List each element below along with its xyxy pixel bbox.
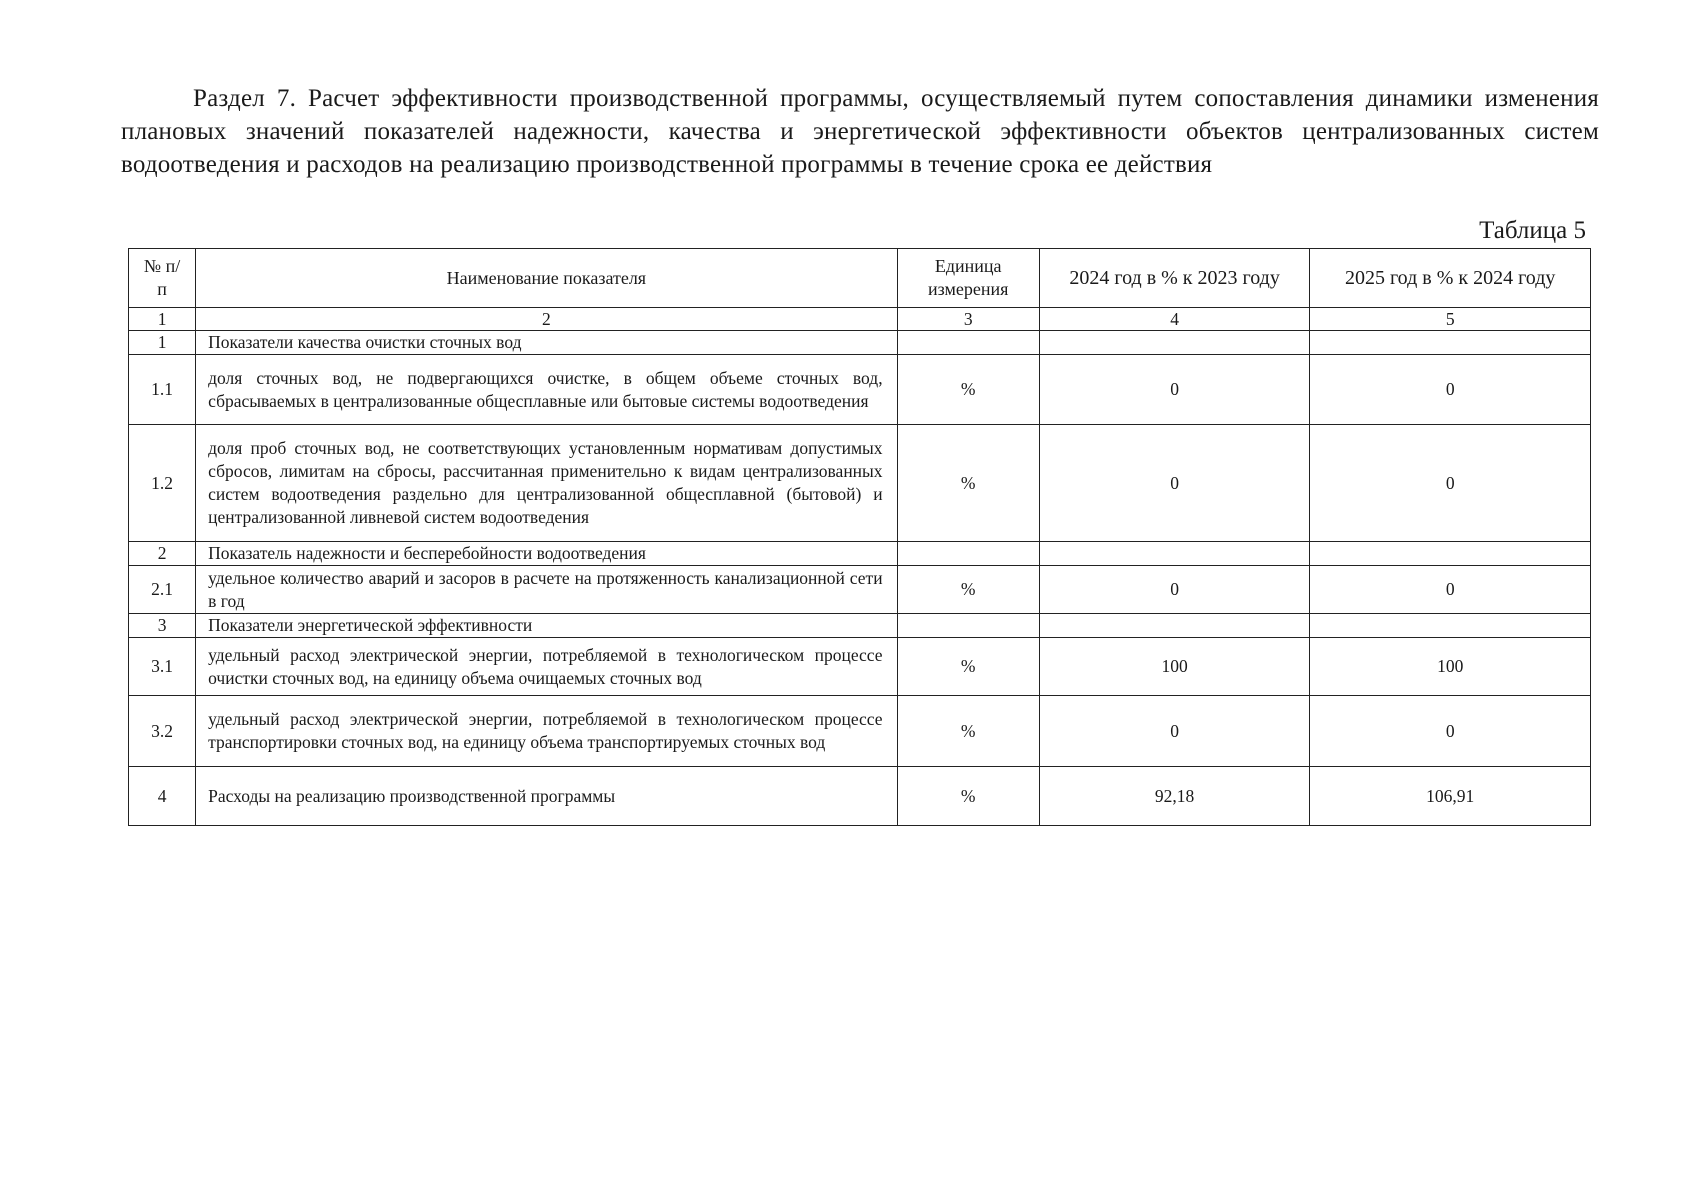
header-name: Наименование показателя bbox=[196, 249, 897, 308]
row-unit: % bbox=[897, 566, 1039, 614]
row-2025 bbox=[1310, 542, 1591, 566]
column-index: 2 bbox=[196, 308, 897, 331]
row-2024 bbox=[1039, 331, 1310, 355]
header-unit: Единица измерения bbox=[897, 249, 1039, 308]
column-index: 1 bbox=[129, 308, 196, 331]
row-unit: % bbox=[897, 767, 1039, 826]
row-name: доля сточных вод, не подвергающихся очистке, в общем объеме сточных вод, сбрасываемых в централизованные общесплавные или бытовые системы водоотведения bbox=[196, 355, 897, 425]
row-2024: 92,18 bbox=[1039, 767, 1310, 826]
row-unit: % bbox=[897, 638, 1039, 696]
column-index: 3 bbox=[897, 308, 1039, 331]
table-caption: Таблица 5 bbox=[1479, 217, 1586, 244]
row-2025: 0 bbox=[1310, 355, 1591, 425]
row-2024: 0 bbox=[1039, 425, 1310, 542]
row-unit: % bbox=[897, 425, 1039, 542]
row-2024: 100 bbox=[1039, 638, 1310, 696]
row-2025: 0 bbox=[1310, 696, 1591, 767]
row-2024: 0 bbox=[1039, 696, 1310, 767]
table-row bbox=[129, 425, 1591, 542]
row-num: 3.1 bbox=[129, 638, 196, 696]
row-num: 2.1 bbox=[129, 566, 196, 614]
row-2024: 0 bbox=[1039, 566, 1310, 614]
row-name: Показатель надежности и бесперебойности водоотведения bbox=[196, 542, 897, 566]
row-name: Показатели энергетической эффективности bbox=[196, 614, 897, 638]
section-heading: Раздел 7. Расчет эффективности производственной программы, осуществляемый путем сопоставления динамики изменения плановых значений показателей надежности, качества и энергетической эффективности объектов централизованных систем водоотведения и расходов на реализацию производственной программы в течение срока ее действия bbox=[121, 85, 1599, 178]
row-num: 2 bbox=[129, 542, 196, 566]
table-row bbox=[129, 566, 1591, 614]
row-2024 bbox=[1039, 542, 1310, 566]
row-unit bbox=[897, 542, 1039, 566]
table-row bbox=[129, 542, 1591, 566]
row-num: 1 bbox=[129, 331, 196, 355]
row-name: удельное количество аварий и засоров в расчете на протяженность канализационной сети в год bbox=[196, 566, 897, 614]
row-2025: 100 bbox=[1310, 638, 1591, 696]
row-num: 1.1 bbox=[129, 355, 196, 425]
header-2025: 2025 год в % к 2024 году bbox=[1310, 249, 1591, 308]
row-unit bbox=[897, 331, 1039, 355]
table-row bbox=[129, 638, 1591, 696]
row-2025: 0 bbox=[1310, 425, 1591, 542]
row-name: Расходы на реализацию производственной программы bbox=[196, 767, 897, 826]
row-name: удельный расход электрической энергии, потребляемой в технологическом процессе транспортировки сточных вод, на единицу объема транспортируемых сточных вод bbox=[196, 696, 897, 767]
row-2025 bbox=[1310, 331, 1591, 355]
table-row bbox=[129, 614, 1591, 638]
table-row bbox=[129, 696, 1591, 767]
row-unit: % bbox=[897, 355, 1039, 425]
row-num: 3 bbox=[129, 614, 196, 638]
row-2024: 0 bbox=[1039, 355, 1310, 425]
indicators-table bbox=[128, 248, 1591, 826]
row-num: 4 bbox=[129, 767, 196, 826]
row-num: 1.2 bbox=[129, 425, 196, 542]
table-row bbox=[129, 767, 1591, 826]
row-unit: % bbox=[897, 696, 1039, 767]
header-num: № п/п bbox=[129, 249, 196, 308]
column-index: 4 bbox=[1039, 308, 1310, 331]
row-name: удельный расход электрической энергии, потребляемой в технологическом процессе очистки сточных вод, на единицу объема очищаемых сточных вод bbox=[196, 638, 897, 696]
row-name: Показатели качества очистки сточных вод bbox=[196, 331, 897, 355]
row-2024 bbox=[1039, 614, 1310, 638]
table-row bbox=[129, 331, 1591, 355]
header-2024: 2024 год в % к 2023 году bbox=[1039, 249, 1310, 308]
row-unit bbox=[897, 614, 1039, 638]
row-2025 bbox=[1310, 614, 1591, 638]
row-2025: 106,91 bbox=[1310, 767, 1591, 826]
row-2025: 0 bbox=[1310, 566, 1591, 614]
table-row bbox=[129, 355, 1591, 425]
table-header-row bbox=[129, 249, 1591, 308]
row-name: доля проб сточных вод, не соответствующих установленным нормативам допустимых сбросов, лимитам на сбросы, рассчитанная применительно к видам централизованных систем водоотведения раздельно для централизованной общесплавной (бытовой) и централизованной ливневой систем водоотведения bbox=[196, 425, 897, 542]
row-num: 3.2 bbox=[129, 696, 196, 767]
column-index: 5 bbox=[1310, 308, 1591, 331]
column-index-row bbox=[129, 308, 1591, 331]
